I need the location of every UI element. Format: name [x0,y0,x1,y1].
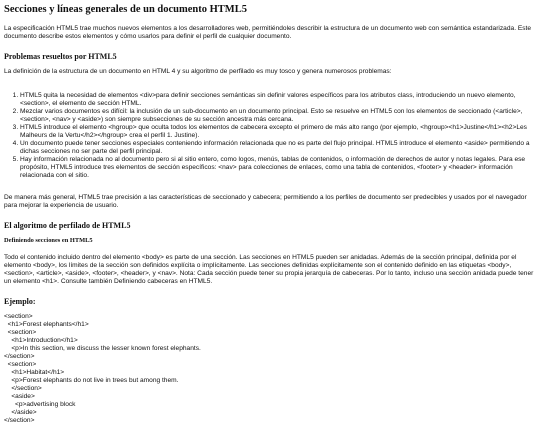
example-heading: Ejemplo: [4,297,36,306]
algorithm-subheading: Definiendo secciones en HTML5 [4,237,93,244]
problems-closing: De manera más general, HTML5 trae precisión a las características de seccionado y cabecera; permitiendo a los perfiles de documento ser predecibles y usados por el navegador para mejorar la experiencia de usuario. [4,194,527,209]
problems-heading: Problemas resueltos por HTML5 [4,52,117,61]
page-title: Secciones y líneas generales de un documento HTML5 [4,4,247,15]
problems-list-item: 3. HTML5 introduce el elemento <hgroup> que oculta todos los elementos de cabecera excepto el primero de más alto rango (por ejemplo, <hgroup><h1>Justine</h1><h2>Les Malheurs de la Vertu</h2></hgroup> crea el perfil 1. Justine). [20,124,536,140]
example-code-block: <section> <h1>Forest elephants</h1> <section> <h1>Introduction</h1> <p>In this section, we discuss the lesser known forest elephants. </section> <section> <h1>Habitat</h1> <p>Forest elephants do not live in trees but among them. </section> <aside> <p>advertising block </aside> </section> [4,313,201,424]
problems-list-item: 2. Mezclar varios documentos es difícil: la inclusión de un sub-documento en un documento principal. Esto se resuelve en HTML5 con los elementos de seccionado (<article>, <section>, <nav> y <aside>) son siempre subsecciones de su sección ancestra más cercana. [20,108,536,124]
problems-list-item: 5. Hay información relacionada no al documento pero si al sitio entero, como logos, menús, tablas de contenidos, o información de derechos de autor y notas legales. Para ese propósito, HTML5 introduce tres elementos de sección específicos: <nav> para colecciones de enlaces, como una tabla de contenidos, <footer> y <header> información relacionada con el sitio. [20,156,536,180]
algorithm-paragraph: Todo el contenido incluido dentro del elemento <body> es parte de una sección. Las secciones en HTML5 pueden ser anidadas. Además de la sección principal, definida por el elemento <body>, los límites de la sección son definidos explícita o implícitamente. Las secciones definidas explícitamente son el contenido definido en las etiquetas <body>, <section>, <article>, <aside>, <footer>, <header>, y <nav>. Nota: Cada sección puede tener su propia jerarquía de cabeceras. Por lo tanto, incluso una sección anidada puede tener un elemento <h1>. Consulte también Definiendo cabeceras en HTML5. [4,254,534,285]
problems-list-item: 4. Un documento puede tener secciones especiales conteniendo información relacionada que no es parte del flujo principal. HTML5 introduce el elemento <aside> permitiendo a dichas secciones no ser parte del perfil principal. [20,140,536,156]
problems-list-item: 1. HTML5 quita la necesidad de elementos <div>para definir secciones semánticas sin definir valores específicos para los atributos class, introduciendo un nuevo elemento, <section>, el elemento de sección HTML. [20,92,536,108]
problems-list [4,92,536,180]
problems-lead: La definición de la estructura de un documento en HTML 4 y su algoritmo de perfilado es muy tosco y genera numerosos problemas: [4,68,392,75]
intro-paragraph: La especificación HTML5 trae muchos nuevos elementos a los desarrolladores web, permitiéndoles describir la estructura de un documento web con semántica estandarizada. Este documento describe estos elementos y cómo usarlos para definir el perfil de cualquier documento. [4,25,532,40]
algorithm-heading: El algoritmo de perfilado de HTML5 [4,221,131,230]
